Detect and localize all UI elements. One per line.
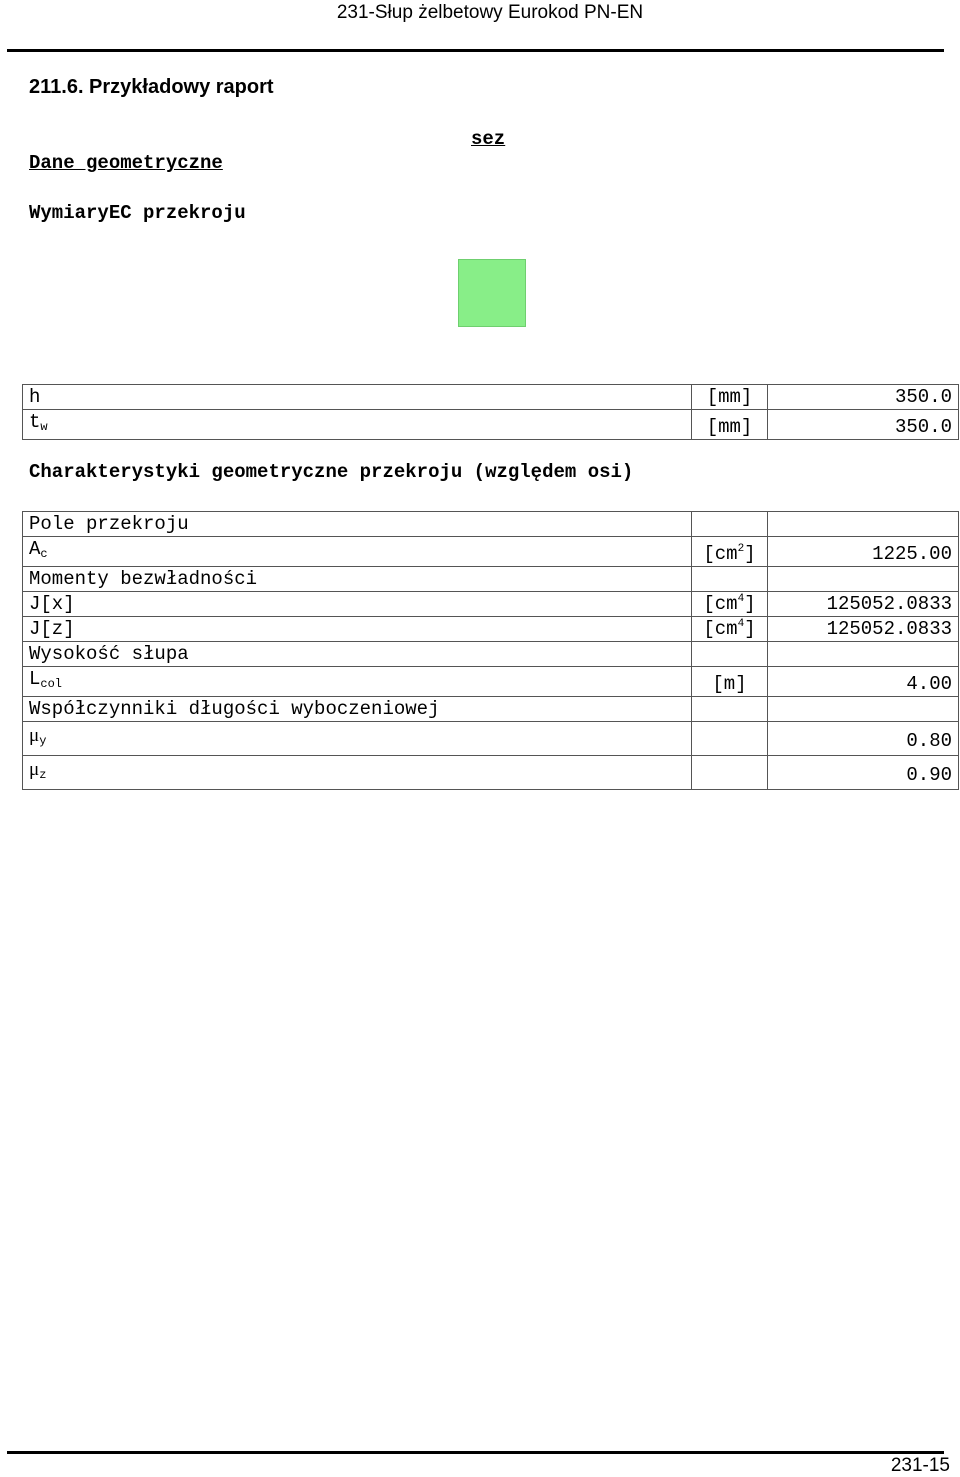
dimensions-table — [22, 384, 959, 440]
group-label: Współczynniki długości wyboczeniowej — [23, 697, 692, 722]
symbol-cell — [23, 410, 692, 440]
section-title: 211.6. Przykładowy raport — [29, 76, 274, 98]
unit-base: [cm — [703, 618, 738, 640]
header-divider — [7, 49, 944, 52]
page-header — [0, 0, 960, 30]
symbol-t: t — [29, 411, 41, 433]
unit-exponent: 2 — [737, 543, 745, 555]
symbol-a: A — [29, 538, 41, 560]
unit-cell — [692, 592, 768, 617]
document-title: 231-Słup żelbetowy Eurokod PN-EN — [336, 2, 644, 23]
symbol-cell — [23, 385, 692, 410]
charakterystyki-heading: Charakterystyki geometryczne przekroju (względem osi) — [29, 461, 634, 483]
value-cell — [768, 642, 959, 667]
dane-geometryczne-heading: Dane geometryczne — [29, 152, 223, 174]
table-row — [23, 567, 959, 592]
group-label: Wysokość słupa — [23, 642, 692, 667]
table-row — [23, 667, 959, 697]
symbol-subscript: y — [39, 734, 47, 748]
unit-exponent: 4 — [737, 618, 745, 630]
unit-cell: [mm] — [692, 385, 768, 410]
symbol-subscript: w — [40, 420, 48, 434]
symbol-cell — [23, 756, 692, 790]
unit-cell — [692, 537, 768, 567]
symbol-cell: J[z] — [23, 617, 692, 642]
group-label: Pole przekroju — [23, 512, 692, 537]
table-row — [23, 697, 959, 722]
table-row — [23, 756, 959, 790]
symbol-cell — [23, 722, 692, 756]
value-cell — [768, 697, 959, 722]
value-cell — [768, 567, 959, 592]
symbol-mu: μ — [29, 759, 40, 780]
value-cell: 125052.0833 — [768, 592, 959, 617]
unit-end: ] — [744, 543, 756, 565]
page-number: 231-15 — [890, 1455, 950, 1476]
properties-table — [22, 511, 959, 790]
unit-cell — [692, 756, 768, 790]
table-row — [23, 512, 959, 537]
symbol-l: L — [29, 668, 41, 690]
unit-cell — [692, 512, 768, 537]
unit-cell: [mm] — [692, 410, 768, 440]
unit-end: ] — [744, 593, 756, 615]
unit-base: [cm — [703, 593, 738, 615]
unit-exponent: 4 — [737, 593, 745, 605]
table-row — [23, 537, 959, 567]
symbol-subscript: col — [40, 677, 63, 691]
cross-section-preview — [458, 259, 526, 327]
table-row — [23, 642, 959, 667]
unit-cell — [692, 722, 768, 756]
footer-divider — [7, 1451, 944, 1454]
table-row — [23, 385, 959, 410]
table-row — [23, 592, 959, 617]
table-row — [23, 410, 959, 440]
value-cell: 4.00 — [768, 667, 959, 697]
unit-cell — [692, 642, 768, 667]
symbol-mu: μ — [29, 725, 40, 746]
symbol-h: h — [29, 386, 41, 408]
symbol-cell — [23, 667, 692, 697]
symbol-subscript: c — [40, 547, 48, 561]
value-cell: 350.0 — [768, 410, 959, 440]
unit-base: [cm — [703, 543, 738, 565]
table-row — [23, 617, 959, 642]
symbol-subscript: z — [39, 768, 47, 782]
unit-cell — [692, 617, 768, 642]
unit-cell — [692, 567, 768, 592]
symbol-cell — [23, 537, 692, 567]
value-cell: 0.90 — [768, 756, 959, 790]
cross-section-name: sez — [471, 128, 506, 150]
group-label: Momenty bezwładności — [23, 567, 692, 592]
table-row — [23, 722, 959, 756]
wymiary-heading: WymiaryEC przekroju — [29, 202, 246, 224]
unit-cell — [692, 697, 768, 722]
unit-end: ] — [744, 618, 756, 640]
value-cell: 1225.00 — [768, 537, 959, 567]
value-cell: 350.0 — [768, 385, 959, 410]
value-cell: 0.80 — [768, 722, 959, 756]
unit-cell: [m] — [692, 667, 768, 697]
value-cell: 125052.0833 — [768, 617, 959, 642]
value-cell — [768, 512, 959, 537]
symbol-cell: J[x] — [23, 592, 692, 617]
